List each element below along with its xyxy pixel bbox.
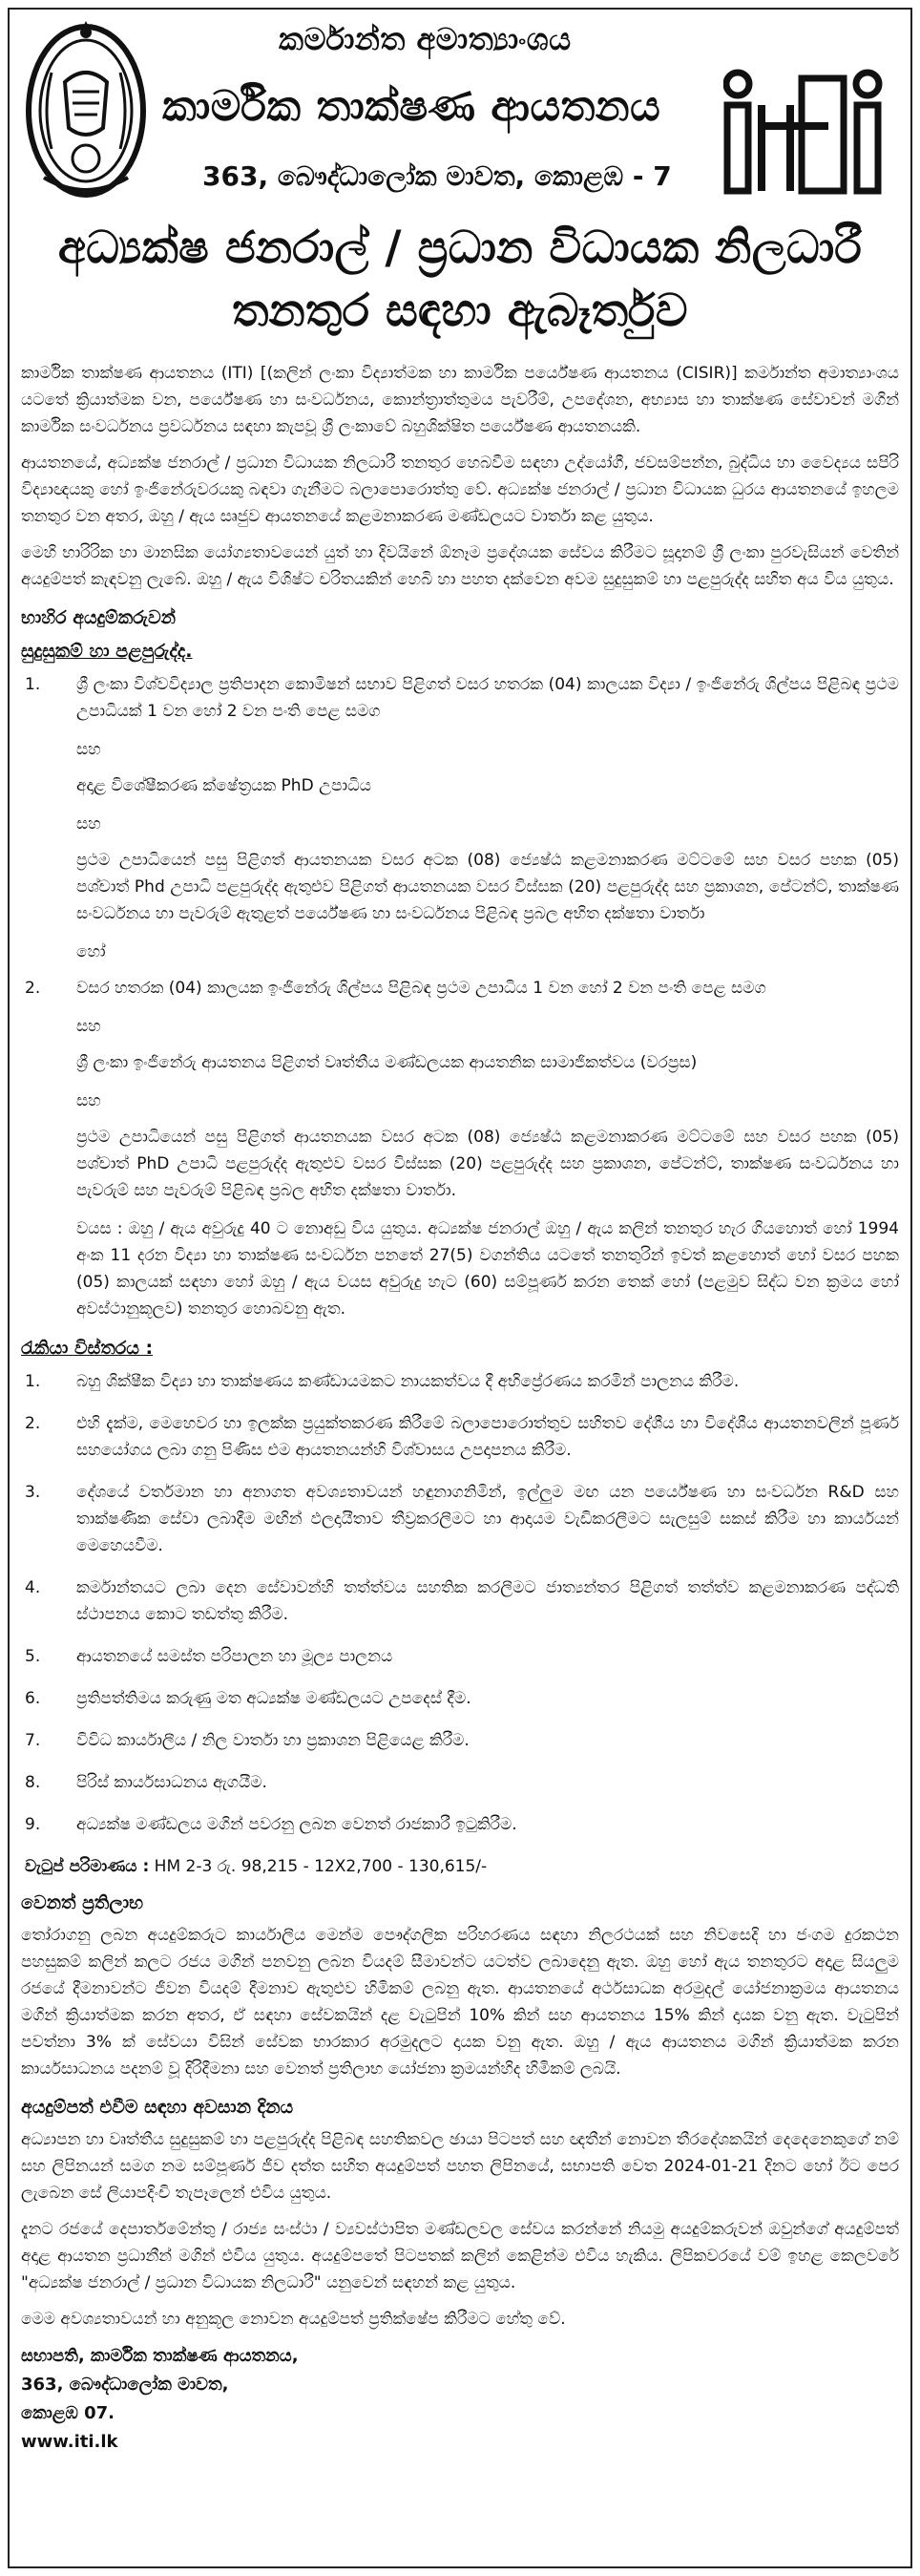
contact-line-1: සභාපති, කාර්මික තාක්ෂණ ආයතනය, (21, 2346, 299, 2366)
closing-date-heading: අයදුම්පත් එවීම සඳහා අවසාන දිනය (21, 2097, 294, 2118)
application-instructions: අධ්‍යාපන හා වෘත්තීය සුදුසුකම් හා පළපුරුද්ද පිළිබඳ සහතිකවල ඡායා පිටපත් සහ ඥතීන් නොවන තීරදේශකයින් දෙදෙනෙකුගේ නම් සහ ලිපිනයන් සමග නම සම්පූර්ණ ජීව දත්ත සහිත අයදුම්පත් පහත ලිපිනයේ, සභාපති වෙත 2024-01-21 දිනට හෝ ඊට පෙර ලැබෙන සේ ලියාපදිංචි තැපෑලෙන් එවිය යුතුය. (21, 2130, 899, 2203)
advert-title (21, 205, 899, 360)
age-requirement: වයස : ඔහු / ඇය අවුරුදු 40 ට නොඅඩු විය යුතුය. අධ්‍යක්ෂ ජනරාල් ඔහු / ඇය කලින් තනතුර හැර ගියහොත් හෝ 1994 අංක 11 දරන විද්‍යා හා තාක්ෂණ සංවර්ධන පනතේ 27(5) වගන්තිය යටතේ තනතුරින් ඉවත් කළහොත් හෝ වසර පහක (05) කාලයක් සඳහා හෝ ඔහු / ඇය වයස අවුරුදු හැට (60) සම්පූර්ණ කරන තෙක් හෝ (පළමුව සිද්ධ වන ක්‍රමය හෝ අවස්ථානුකූලව) තනතුර හොබවනු ඇත. (76, 1219, 899, 1319)
qualification-connector: සහ (76, 814, 101, 834)
qualification-option-1 (21, 671, 899, 965)
duty-text: ප්‍රතිපත්තිමය කරුණු මත අධ්‍යක්ෂ මණ්ඩලයට උපදෙස් දීම. (76, 1689, 471, 1708)
salary-label: වැටුප් පරිමාණය : (25, 1857, 150, 1876)
duty-item (21, 1727, 899, 1754)
external-applicants-heading: භාහිර අයදුම්කරුවන් (21, 607, 177, 628)
duty-item (21, 1479, 899, 1559)
intro-paragraph-3: මෙහි භාරිරික හා මානසික යෝග්‍යතාවයෙන් යුත් හා දිවයිනේ ඕනෑම ප්‍රදේශයක සේවය කිරීමට සූදානම් ශ්‍රී ලංකා පුරවැසියන් වෙතින් අයදුම්පත් කැඳවනු ලැබේ. ඔහු / ඇය විශිෂ්ට චරිතයකින් හෙබි හා පහත දක්වෙන අවම සුදුසුකම් හා පළපුරුද්ද සහිත අය විය යුතුය. (21, 543, 899, 589)
title-line-1: අධ්‍යක්ෂ ජනරාල් / ප්‍රධාන විධායක නිලධාරී (57, 222, 863, 274)
duty-item (21, 1643, 899, 1670)
item-number: 2. (25, 979, 41, 998)
header-address: 363, බෞද්ධාලෝක මාවත, කොළඹ - 7 (202, 160, 672, 192)
qualification-connector: හෝ (76, 942, 106, 961)
item-number: 5. (25, 1647, 41, 1666)
ministry-name: කර්මාන්ත අමාත්‍යාංශය (279, 21, 572, 57)
website-link[interactable]: www.iti.lk (21, 2432, 118, 2452)
benefits-heading: වෙනත් ප්‍රතිලාභ (21, 1892, 144, 1913)
item-number: 1. (25, 675, 41, 694)
item-number: 3. (25, 1483, 41, 1502)
item-number: 4. (25, 1578, 41, 1597)
qualification-text: ශ්‍රී ලංකා ඉංජිනේරු ආයතනය පිළිගත් වෘත්තීය මණ්ඩලයක ආයතනික සාමාජිකත්වය (වරප්‍රස) (76, 1053, 698, 1072)
duty-text: බහු ශික්ෂීක විද්‍යා හා තාක්ෂණය කණ්ඩායමකට නායකත්වය දී අභිප්‍රේරණය කරමින් පාලනය කිරීම. (76, 1372, 740, 1391)
salary-scale (21, 1853, 899, 1880)
duty-text: දේශයේ වර්තමාන හා අනාගත අවශ්‍යතාවයන් හඳුනාගනිමින්, ඉල්ලුම මඟ යන පර්යේෂණ හා සංවර්ධන R&D සහ තාක්ෂණික සේවා ලබාදීම මඟින් ඵලදායීතාව තීව්‍රකරලීමට හා ආදායම වැඩිකරලීමට සැලසුම් සකස් කිරීම හා කාර්යයන් මෙහෙයවීම. (76, 1483, 899, 1555)
qualification-connector: සහ (76, 740, 101, 759)
duty-item (21, 1769, 899, 1796)
contact-line-3: කොළඹ 07. (21, 2403, 115, 2423)
intro-paragraph-1: කාර්මික තාක්ෂණ ආයතනය (ITI) [(කලින් ලංකා විද්‍යාත්මක හා කාර්මික පර්යේෂණ ආයතනය (CISIR)] කර්මාන්ත අමාත්‍යාංශය යටතේ ක්‍රියාත්මක වන, පර්යේෂණ හා සංවර්ධනය, කොන්ත්‍රාත්තුමය පැවරීම්, උපදේශන, අභ්‍යාස හා තාක්ෂණ සේවාවන් මගින් කාර්මික සංවර්ධනය ප්‍රවර්ධනය සඳහා කැපවූ ශ්‍රී ලංකාවේ බහුශික්ෂිත පර්යේෂණ ආයතනයකි. (21, 364, 899, 436)
institute-name: කාර්මික තාක්ෂණ ආයතනය (162, 82, 661, 131)
qualification-connector: සහ (76, 1091, 101, 1110)
qualification-option-2 (21, 975, 899, 1204)
item-number: 9. (25, 1815, 41, 1834)
advertisement-page (8, 8, 912, 2568)
qualification-text: ශ්‍රී ලංකා විශ්වවිද්‍යාල ප්‍රතිපාදන කොමිෂන් සභාව පිළිගත් වසර හතරක (04) කාලයක විද්‍යා / ඉංජිනේරු ශිල්පය පිළිබඳ ප්‍රථම උපාධියක් 1 වන හෝ 2 වන පංති පෙළ සමග (76, 675, 899, 721)
intro-paragraph-2: ආයතනයේ, අධ්‍යක්ෂ ජනරාල් / ප්‍රධාන විධායක නිලධාරී තනතුර හෙබවීම සඳහා උද්යෝගී, ජවසම්පන්න, බුද්ධිය හා වෛද්‍යය සපිරි විද්‍යාඥයකු හෝ ඉංජිනේරුවරයකු බඳවා ගැනීමට බලාපොරොත්තු වේ. අධ්‍යක්ෂ ජනරාල් / ප්‍රධාන විධායක ධුරය ආයතනයේ ඉහලම තනතුර වන අතර, ඔහු / ඇය සෘජුව ආයතනයේ කළමනාකරණ මණ්ඩලයට වාර්තා කළ යුතුය. (21, 454, 899, 526)
duty-text: එහි දැක්ම, මෙහෙවර හා ඉලක්ක ප්‍රයුක්තකරණ කිරීමේ බලාපොරොත්තුව සහිතව දේශීය හා විදේශීය ආයතනවලින් පූර්ණ සහයෝගය ලබා ගනු පිණිස එම ආයතනයන්හි විශ්වාසය උපදාපනය කිරීම. (76, 1414, 899, 1460)
duty-text: අධ්‍යක්ෂ මණ්ඩලය මගින් පවරනු ලබන වෙනත් රාජකාරී ඉටුකිරීම. (76, 1815, 517, 1834)
duty-item (21, 1574, 899, 1628)
qualification-text: වසර හතරක (04) කාලයක ඉංජිනේරු ශිල්පය පිළිබඳ ප්‍රථම උපාධිය 1 වන හෝ 2 වන පංති පෙළ සමග (76, 979, 766, 998)
salary-value: HM 2-3 රු. 98,215 - 12X2,700 - 130,615/- (154, 1857, 488, 1876)
item-number: 1. (25, 1372, 41, 1391)
duty-text: කර්මාන්තයට ලබා දෙන සේවාවන්හි තත්ත්වය සහතික කරලීමට ජාත්‍යන්තර පිළිගත් තත්ත්ව කළමනාකරණ පද්ධති ස්ථාපනය කොට තඩත්තු කිරීම. (76, 1578, 899, 1624)
header (21, 10, 899, 205)
contact-line-2: 363, බෞද්ධාලෝක මාවත, (21, 2375, 229, 2395)
application-govt-employees: දැනට රජයේ දෙපාර්තමේන්තු / රාජ්‍ය සංස්ථා / ව්‍යවස්ථාපිත මණ්ඩලවල සේවය කරන්නේ නියමු අයදුම්කරුවන් ඔවුන්ගේ අයදුම්පත් අදාළ ආයතන ප්‍රධානීන් මගින් එවිය යුතුය. අයදුම්පතේ පිටපතක් කලින් කෙළින්ම එවිය හැකිය. ලිපිකවරයේ වම් ඉහළ කෙලවරේ "අධ්‍යක්ෂ ජනරාල් / ප්‍රධාන විධායක නිලධාරී" යනුවෙන් සඳහන් කළ යුතුය. (21, 2220, 899, 2292)
qualification-text: ප්‍රථම උපාධියෙන් පසු පිළිගත් ආයතනයක වසර අටක (08) ජ්‍යෙෂ්ඨ කළමනාකරණ මට්ටමේ සහ වසර පහක (05) පශ්චාත් Phd උපාධි පළපුරුද්ද ඇතුළුව පිළිගත් ආයතනයක වසර විස්සක (20) පළපුරුද්ද සහ ප්‍රකාශන, පේටන්ට්, තාක්ෂණ සංවර්ධනය හා පැවරුම් ඇතුළත් පර්යේෂණ හා සංවර්ධනය පිළිබඳ ප්‍රබල අභිත දක්ෂතා වාර්තා (76, 851, 899, 923)
duty-item (21, 1410, 899, 1464)
item-number: 2. (25, 1414, 41, 1433)
benefits-text: තෝරාගනු ලබන අයදුම්කරුට කාර්යාලීය මෙන්ම පෞද්ගලික පරිහරණය සඳහා නිලරථයක් සහ නිවසෙදි හා ජංගම දුරකථන පහසුකම් කලින් කලට රජය මගින් පනවනු ලබන වියදම් සීමාවන්ට යටත්ව ලබාදෙනු ඇත. ඔහු හෝ ඇය තනතුරට අදාළ සියලුම රජයේ දීමනාවන්ට ජීවන වියදම් දීමනාව ඇතුළුව හිමිකම් ලබනු ඇත. ආයතනයේ අර්ථසාධක අරමුදල් යෝජනාක්‍රමය ආයතනය මගින් ක්‍රියාත්මක කරන අතර, ඒ සඳහා සේවකයින් දළ වැටුපින් 10% කින් සහ ආයතනය 15% කින් දායක වනු ඇත. වැටුපින් පවත්නා 3% ක් සේවයා විසින් සේවක භාරකාර අරමුදලට දායක වනු ඇත. ඔහු / ඇය ආයතනය මගින් ක්‍රියාත්මක කරන කාර්යසාධනය පදනම් වූ දිරිදීමනා සහ වෙනත් ප්‍රතිලාභ යෝජනා ක්‍රමයන්හිද හිමිකම් ලබයි. (21, 1926, 899, 2079)
sri-lanka-emblem-icon (23, 15, 149, 202)
item-number: 8. (25, 1773, 41, 1792)
title-line-2: තනතුර සඳහා ඇබෑර්තුව (232, 285, 688, 337)
qualification-connector: සහ (76, 1017, 101, 1036)
duty-item (21, 1811, 899, 1838)
job-description-heading: රැකියා විස්තරය : (21, 1338, 154, 1359)
contact-block (21, 2342, 899, 2457)
duty-text: විවිධ කාර්යාලීය / නිල වාර්තා හා ප්‍රකාශන පිළියෙළ කිරීම. (76, 1731, 470, 1750)
duty-text: පිරිස් කාර්යසාධනය ඇගයීම. (76, 1773, 267, 1792)
item-number: 7. (25, 1731, 41, 1750)
application-rejection-note: මෙම අවශ්‍යතාවයන් හා අනුකූල නොවන අයදුම්පත් ප්‍රතික්ෂේප කිරීමට හේතු වේ. (21, 2310, 566, 2329)
item-number: 6. (25, 1689, 41, 1708)
qualification-text: ප්‍රථම උපාධියෙන් පසු පිළිගත් ආයතනයක වසර අටක (08) ජ්‍යෙෂ්ඨ කළමනාකරණ මට්ටමේ සහ වසර පහක (05) පශ්චාත් PhD උපාධි පළපුරුද්ද ඇතුළුව වසර විස්සක (20) පළපුරුද්ද සහ ප්‍රකාශන, පේටන්ට්, තාක්ෂණ සංවර්ධනය හා පැවරුම් සහ පැවරුම් පිළිබඳ ප්‍රබල අභිත දක්ෂතා වාර්තා. (76, 1128, 899, 1200)
iti-logo-icon (723, 69, 895, 195)
duty-item (21, 1368, 899, 1395)
duty-item (21, 1685, 899, 1712)
duty-text: ආයතනයේ සමස්ත පරිපාලන හා මූල්‍ය පාලනය (76, 1647, 393, 1666)
qualification-text: අදාළ විශේෂීකරණ ක්ෂේත්‍රයක PhD උපාධිය (76, 776, 371, 795)
qualifications-heading: සුදුසුකම් හා පළපුරුද්ද. (21, 641, 193, 662)
